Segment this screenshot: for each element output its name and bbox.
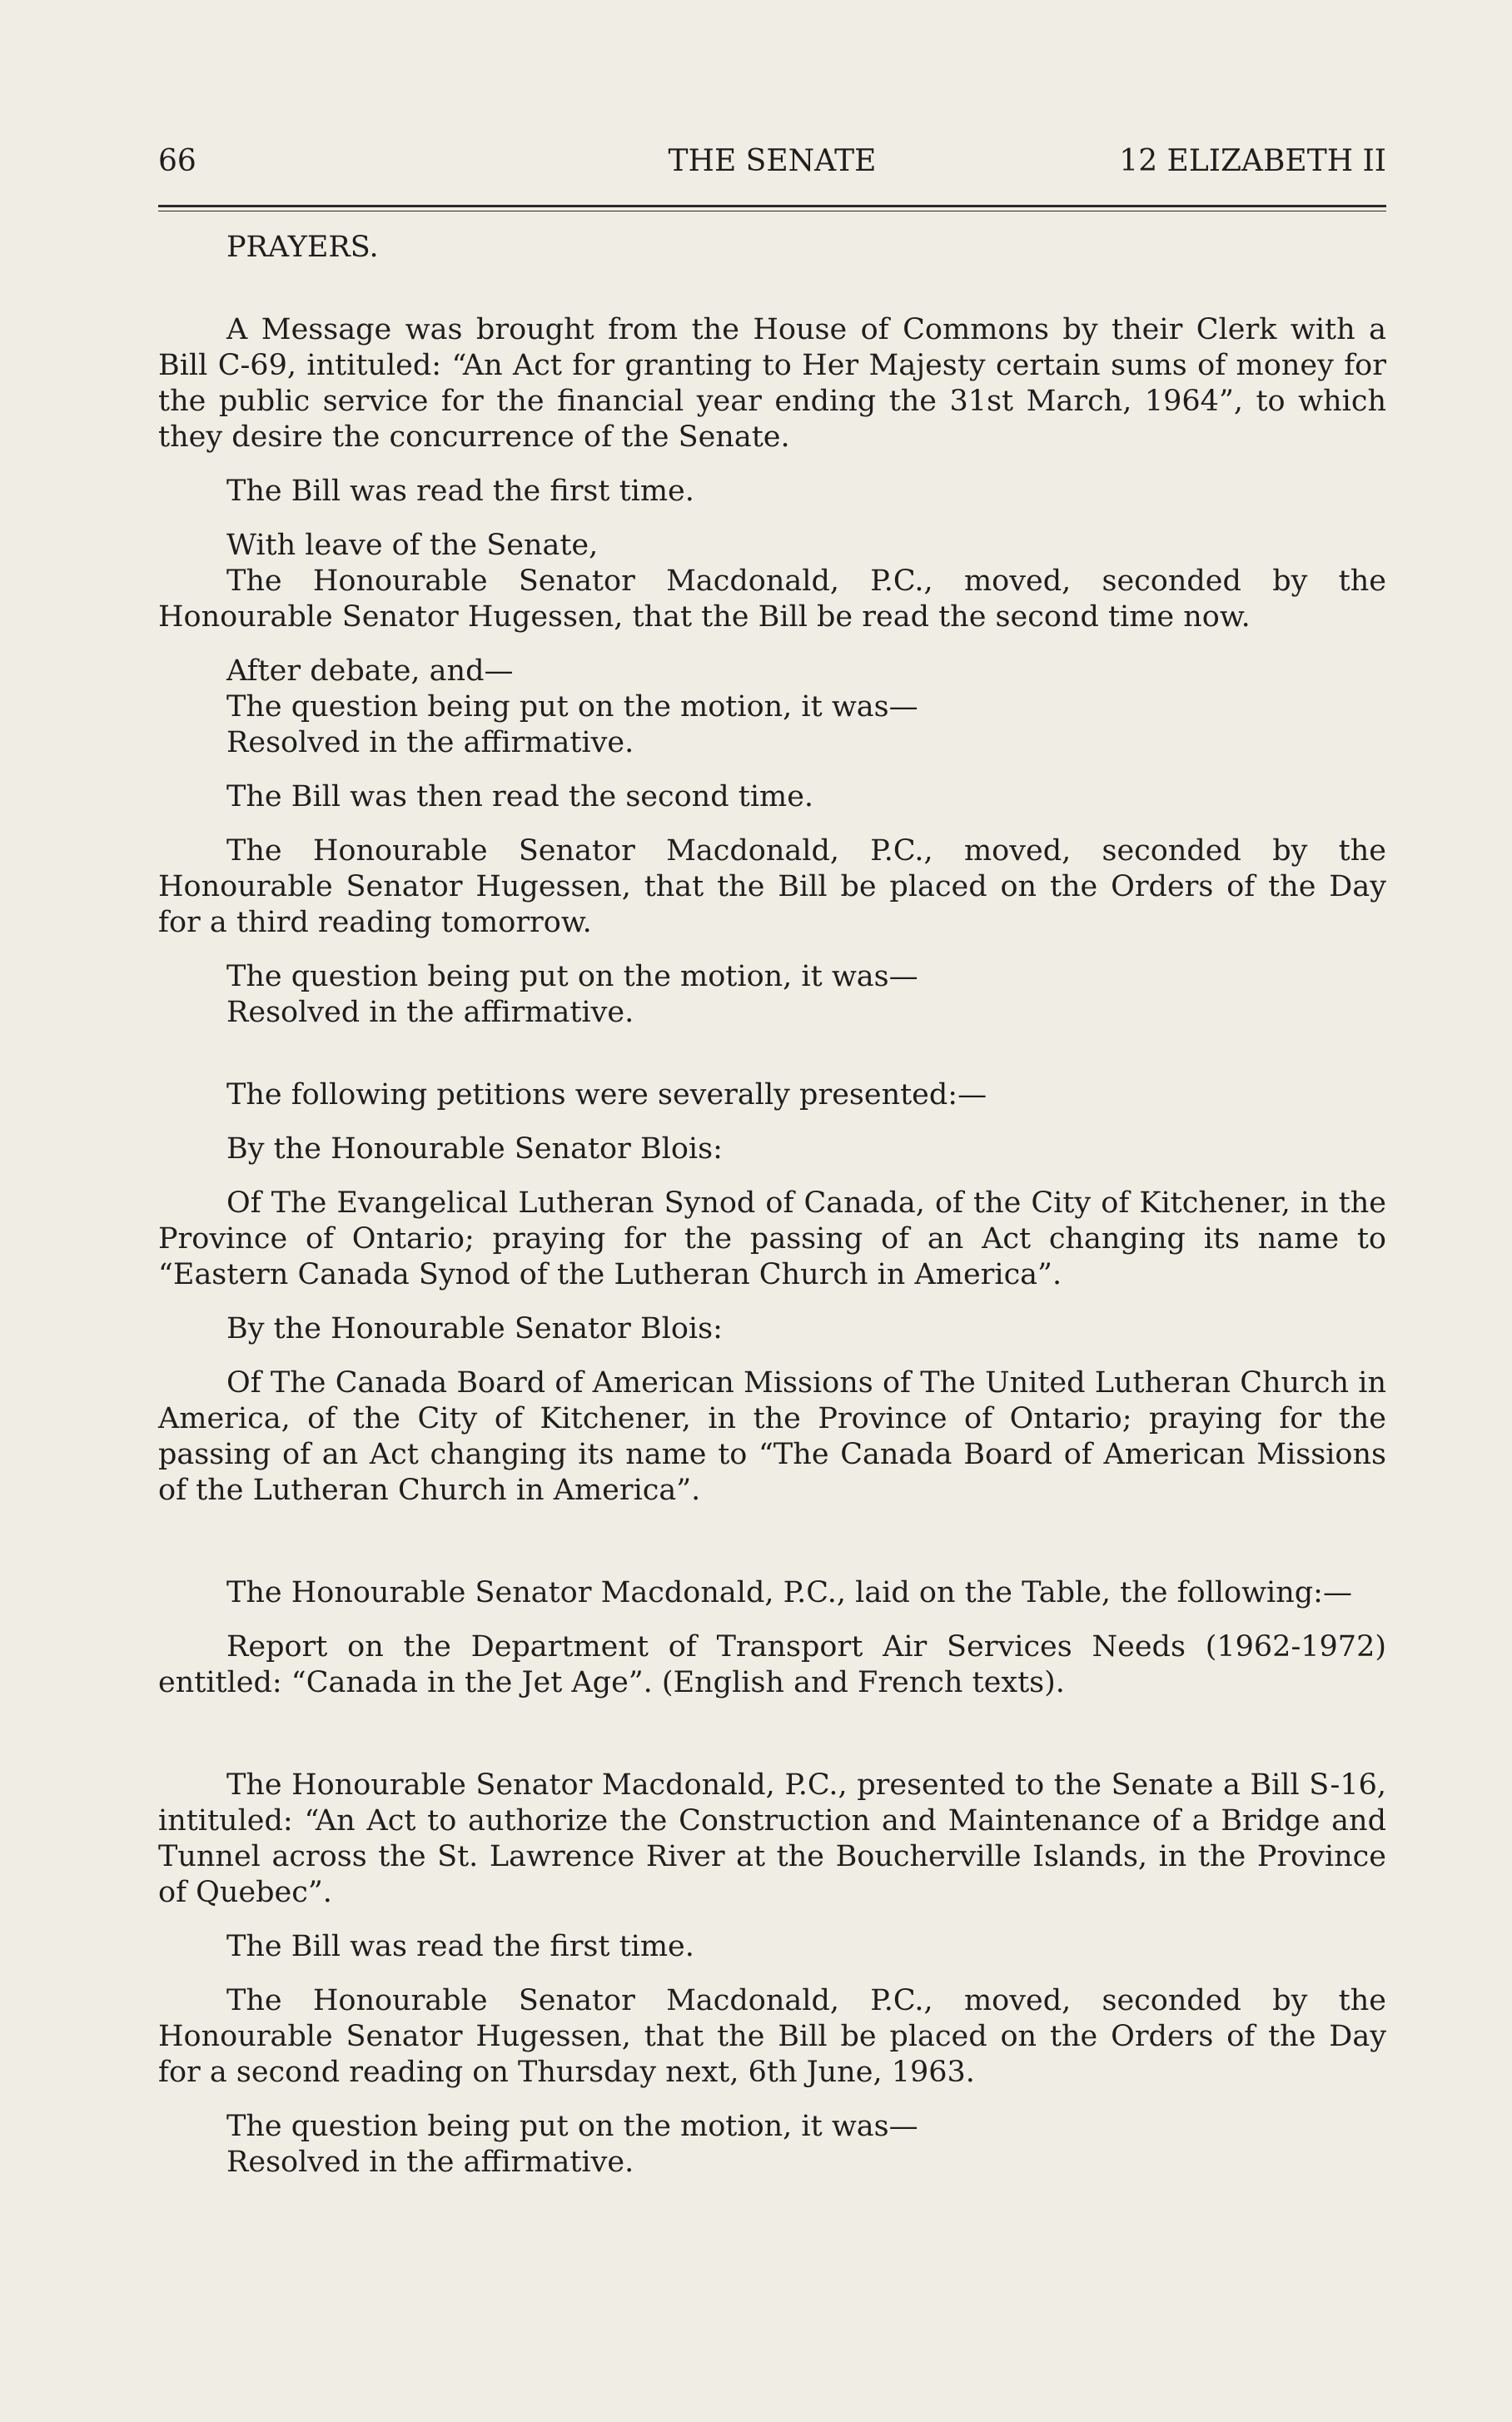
paragraph: Resolved in the affirmative. — [226, 2146, 634, 2179]
document-page — [158, 142, 1386, 2181]
page-number: 66 — [158, 144, 196, 178]
paragraph: The question being put on the motion, it was— — [226, 960, 918, 993]
paragraph: The Honourable Senator Macdonald, P.C., moved, seconded by the Honourable Senator Hugessen, that the Bill be placed on the Orders of the Day for a second reading on Thursday next, 6th June, 1963. — [158, 1984, 1386, 2089]
paragraph: The Honourable Senator Macdonald, P.C., presented to the Senate a Bill S-16, intituled: “An Act to authorize the Construction and Maintenance of a Bridge and Tunnel across the St. Lawrence River at the Boucherville Islands, in the Province of Quebec”. — [158, 1768, 1386, 1909]
paragraph: Of The Canada Board of American Missions of The United Lutheran Church in America, of the City of Kitchener, in the Province of Ontario; praying for the passing of an Act changing its name to “The Canada Board of American Missions of the Lutheran Church in America”. — [158, 1366, 1386, 1507]
paragraph: The Bill was then read the second time. — [226, 780, 814, 813]
paragraph: After debate, and— — [226, 654, 514, 688]
paragraph: The Bill was read the first time. — [226, 475, 694, 508]
regnal-year: 12 ELIZABETH II — [1119, 144, 1386, 178]
paragraph: With leave of the Senate, — [226, 529, 599, 562]
paragraph: Of The Evangelical Lutheran Synod of Canada, of the City of Kitchener, in the Province of Ontario; praying for the passing of an Act changing its name to “Eastern Canada Synod of the Lutheran Church in America”. — [158, 1186, 1386, 1291]
paragraph: The question being put on the motion, it was— — [226, 2110, 918, 2143]
journal-body — [158, 230, 1386, 2181]
paragraph: The following petitions were severally presented:— — [226, 1078, 987, 1112]
paragraph: The Honourable Senator Macdonald, P.C., moved, seconded by the Honourable Senator Hugessen, that the Bill be placed on the Orders of the Day for a third reading tomorrow. — [158, 834, 1386, 939]
paragraph: The Honourable Senator Macdonald, P.C., moved, seconded by the Honourable Senator Hugessen, that the Bill be read the second time now. — [158, 564, 1386, 634]
paragraph: By the Honourable Senator Blois: — [226, 1312, 723, 1345]
paragraph: The Bill was read the first time. — [226, 1930, 694, 1963]
paragraph: Resolved in the affirmative. — [226, 996, 634, 1029]
page-header — [158, 142, 1386, 182]
running-title: THE SENATE — [668, 144, 877, 178]
paragraph: Resolved in the affirmative. — [226, 726, 634, 759]
prayers-heading: PRAYERS. — [226, 231, 379, 264]
paragraph: By the Honourable Senator Blois: — [226, 1132, 723, 1166]
header-rule — [158, 205, 1386, 211]
paragraph: The question being put on the motion, it was— — [226, 690, 918, 724]
paragraph: A Message was brought from the House of Commons by their Clerk with a Bill C-69, intituled: “An Act for granting to Her Majesty certain sums of money for the public service for the financial year ending the 31st March, 1964”, to which they desire the concurrence of the Senate. — [158, 313, 1386, 454]
paragraph: The Honourable Senator Macdonald, P.C., laid on the Table, the following:— — [226, 1576, 1352, 1609]
paragraph: Report on the Department of Transport Air Services Needs (1962-1972) entitled: “Canada in the Jet Age”. (English and French texts). — [158, 1630, 1386, 1699]
